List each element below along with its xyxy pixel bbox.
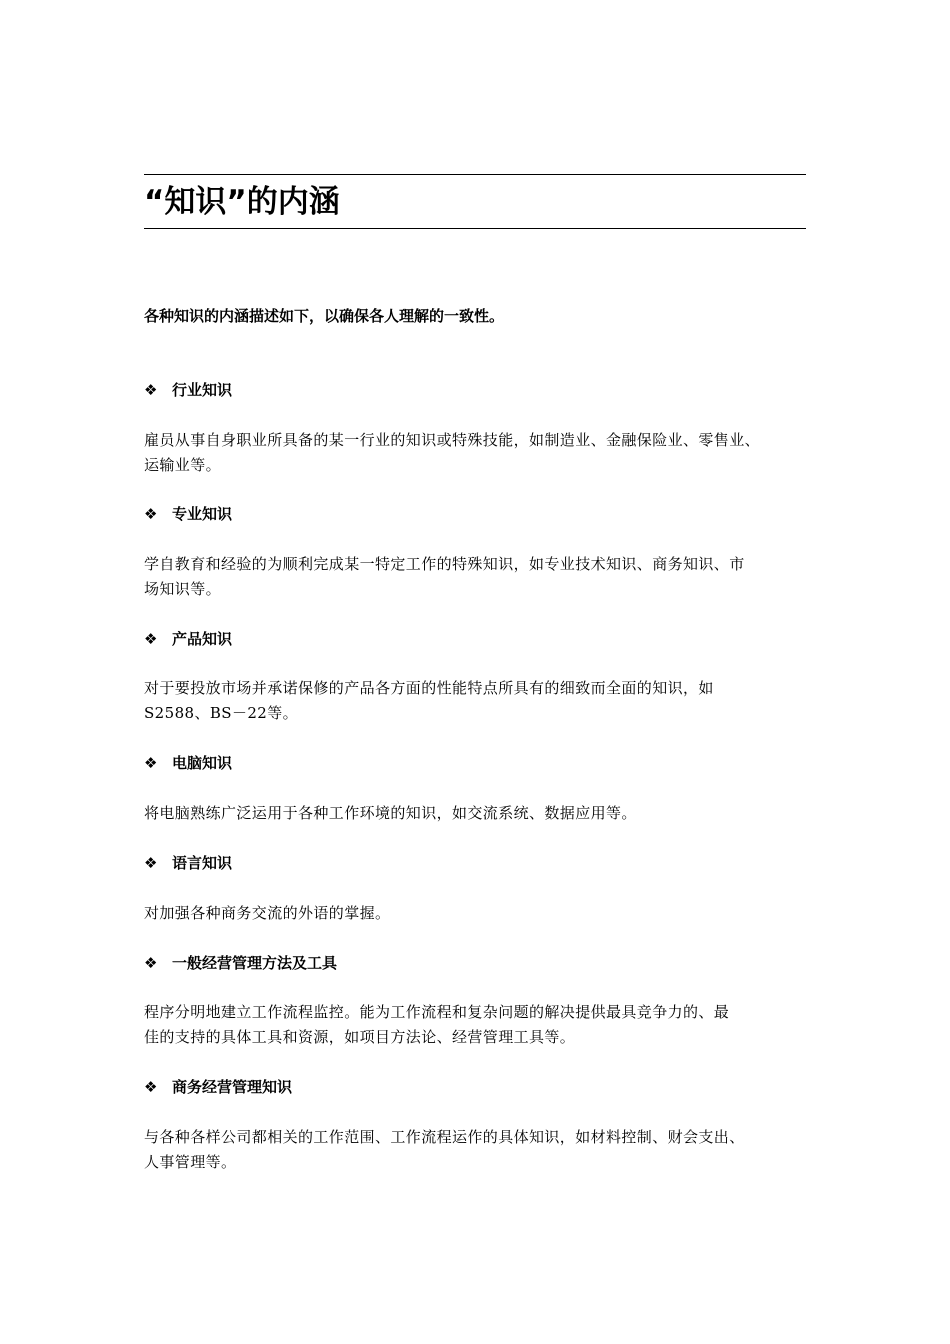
section-body-industry [144, 428, 820, 478]
body-line: 学自教育和经验的为顺利完成某一特定工作的特殊知识，如专业技术知识、商务知识、市 [144, 555, 745, 573]
section-body-product [144, 676, 820, 726]
section-heading-label: 行业知识 [172, 381, 233, 399]
body-line: 将电脑熟练广泛运用于各种工作环境的知识，如交流系统、数据应用等。 [144, 804, 637, 822]
section-body-general-management [144, 1000, 820, 1050]
diamond-bullet-icon: ❖ [144, 754, 158, 772]
body-line: 场知识等。 [144, 580, 222, 598]
section-body-professional [144, 552, 820, 602]
diamond-bullet-icon: ❖ [144, 854, 158, 872]
section-heading-computer [144, 751, 232, 775]
section-heading-label: 商务经营管理知识 [172, 1078, 293, 1096]
section-heading-label: 专业知识 [172, 505, 233, 523]
section-heading-general-management [144, 951, 337, 975]
diamond-bullet-icon: ❖ [144, 505, 158, 523]
body-line: 人事管理等。 [144, 1153, 237, 1171]
body-line: 佳的支持的具体工具和资源，如项目方法论、经营管理工具等。 [144, 1028, 576, 1046]
section-heading-language [144, 851, 232, 875]
body-line: 运输业等。 [144, 456, 222, 474]
section-heading-label: 一般经营管理方法及工具 [172, 954, 338, 972]
diamond-bullet-icon: ❖ [144, 630, 158, 648]
section-body-computer [144, 801, 820, 826]
section-heading-label: 电脑知识 [172, 754, 233, 772]
body-line: 对加强各种商务交流的外语的掌握。 [144, 904, 391, 922]
intro-text: 各种知识的内涵描述如下，以确保各人理解的一致性。 [144, 307, 505, 325]
title-bottom-rule [144, 228, 806, 229]
section-heading-industry [144, 378, 232, 402]
body-line: 与各种各样公司都相关的工作范围、工作流程运作的具体知识，如材料控制、财会支出、 [144, 1128, 745, 1146]
section-body-business-management [144, 1125, 820, 1175]
section-body-language [144, 901, 820, 926]
section-heading-business-management [144, 1075, 292, 1099]
body-line: 对于要投放市场并承诺保修的产品各方面的性能特点所具有的细致而全面的知识，如 [144, 679, 714, 697]
page-title: “知识”的内涵 [144, 184, 340, 220]
body-line: 雇员从事自身职业所具备的某一行业的知识或特殊技能，如制造业、金融保险业、零售业、 [144, 431, 761, 449]
diamond-bullet-icon: ❖ [144, 381, 158, 399]
title-top-rule [144, 174, 806, 175]
diamond-bullet-icon: ❖ [144, 1078, 158, 1096]
section-heading-professional [144, 502, 232, 526]
section-heading-label: 产品知识 [172, 630, 233, 648]
section-heading-product [144, 627, 232, 651]
section-heading-label: 语言知识 [172, 854, 233, 872]
body-line: S2588、BS－22等。 [144, 704, 299, 722]
diamond-bullet-icon: ❖ [144, 954, 158, 972]
body-line: 程序分明地建立工作流程监控。能为工作流程和复杂问题的解决提供最具竞争力的、最 [144, 1003, 730, 1021]
